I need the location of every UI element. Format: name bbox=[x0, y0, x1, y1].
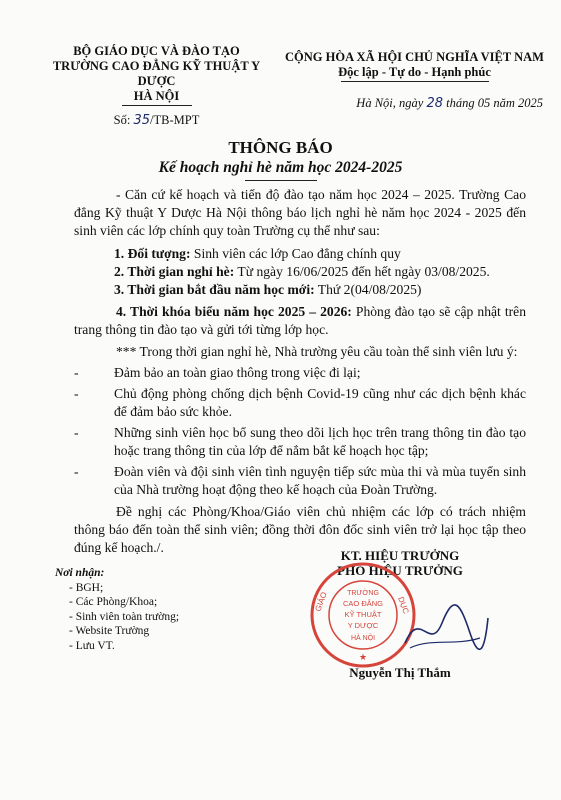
motto-rule bbox=[341, 81, 489, 82]
recipient-item: - Các Phòng/Khoa; bbox=[69, 596, 158, 608]
seal-text: HÀ NỘI bbox=[350, 635, 376, 642]
closing-paragraph: Đề nghị các Phòng/Khoa/Giáo viên chủ nhiệm các lớp có trách nhiệm thông báo đến toàn thể sinh viên; đồng thời đôn đốc sinh viên trở lại học tập theo đúng kế hoạch./. bbox=[74, 504, 526, 555]
svg-text:★: ★ bbox=[358, 653, 368, 663]
bullet-item: - Đoàn viên và đội sinh viên tình nguyện tiếp sức mùa thi và mùa tuyển sinh của Nhà trường hoạt động theo kế hoạch của Đoàn Trường. bbox=[74, 464, 526, 497]
issuer-header bbox=[44, 44, 269, 129]
item-new-year-start: 3. Thời gian bắt đầu năm học mới: Thứ 2(04/08/2025) bbox=[114, 282, 422, 297]
item-break-period: 2. Thời gian nghỉ hè: Từ ngày 16/06/2025 đến hết ngày 03/08/2025. bbox=[114, 264, 490, 279]
recipient-item: - Website Trường bbox=[69, 625, 150, 637]
signer-role-deputy: PHÓ HIỆU TRƯỞNG bbox=[337, 563, 463, 578]
country-name: CỘNG HÒA XÃ HỘI CHỦ NGHĨA VIỆT NAM bbox=[285, 50, 544, 64]
document-body bbox=[74, 186, 526, 557]
item-timetable: 4. Thời khóa biểu năm học 2025 – 2026: Phòng đào tạo sẽ cập nhật trên trang thông tin đào tạo và gửi tới từng lớp học. bbox=[74, 304, 526, 337]
bullet-item: - Những sinh viên học bổ sung theo dõi lịch học trên trang thông tin đào tạo hoặc trang thông tin của lớp để nắm bắt kế hoạch học tập; bbox=[74, 425, 526, 458]
title-rule bbox=[245, 180, 317, 181]
item-target: 1. Đối tượng: Sinh viên các lớp Cao đẳng chính quy bbox=[114, 246, 401, 261]
recipients-label: Nơi nhận: bbox=[55, 567, 105, 579]
document-date: Hà Nội, ngày 28 tháng 05 năm 2025 bbox=[356, 96, 543, 111]
bullet-item: - Đảm bảo an toàn giao thông trong việc đi lại; bbox=[74, 365, 361, 380]
document-number: Số: 35/TB-MPT bbox=[113, 113, 200, 128]
ministry-name: BỘ GIÁO DỤC VÀ ĐÀO TẠO bbox=[73, 44, 240, 58]
seal-text: KỸ THUẬT bbox=[344, 610, 382, 619]
document-title: THÔNG BÁO bbox=[228, 138, 333, 157]
bullet-item: - Chủ động phòng chống dịch bệnh Covid-19 cũng như các dịch bệnh khác để đảm bảo sức khỏe. bbox=[74, 386, 526, 419]
seal-text: CAO ĐẲNG bbox=[342, 599, 384, 608]
intro-paragraph: - Căn cứ kế hoạch và tiến độ đào tạo năm học 2024 – 2025. Trường Cao đẳng Kỹ thuật Y Dược Hà Nội thông báo lịch nghỉ hè năm học 2024 - 2025 đến sinh viên các lớp chính quy toàn Trường cụ thể như sau: bbox=[74, 187, 526, 238]
recipient-item: - BGH; bbox=[69, 581, 104, 594]
seal-text: TRƯỜNG bbox=[347, 590, 379, 597]
school-name: TRƯỜNG CAO ĐẲNG KỸ THUẬT Y DƯỢC bbox=[52, 59, 261, 88]
recipients-block bbox=[55, 566, 179, 653]
signer-name: Nguyễn Thị Thắm bbox=[349, 665, 451, 680]
document-number-value: 35 bbox=[133, 113, 151, 128]
recipient-item: - Lưu VT. bbox=[69, 639, 115, 652]
national-header bbox=[282, 50, 547, 111]
date-day: 28 bbox=[426, 96, 443, 111]
national-motto: Độc lập - Tự do - Hạnh phúc bbox=[338, 65, 491, 79]
seal-text: Y DƯỢC bbox=[347, 621, 379, 630]
seal-ring-right: DỤC bbox=[396, 595, 411, 615]
signer-role-primary: KT. HIỆU TRƯỞNG bbox=[340, 548, 460, 563]
school-city: HÀ NỘI bbox=[133, 89, 180, 103]
handwritten-signature-icon bbox=[400, 598, 490, 658]
notice-intro: *** Trong thời gian nghỉ hè, Nhà trường yêu cầu toàn thể sinh viên lưu ý: bbox=[116, 344, 518, 359]
document-subtitle: Kế hoạch nghỉ hè năm học 2024-2025 bbox=[158, 159, 403, 176]
recipient-item: - Sinh viên toàn trường; bbox=[69, 610, 180, 623]
seal-ring-left: GIÁO bbox=[313, 590, 329, 613]
header-rule bbox=[122, 105, 192, 106]
